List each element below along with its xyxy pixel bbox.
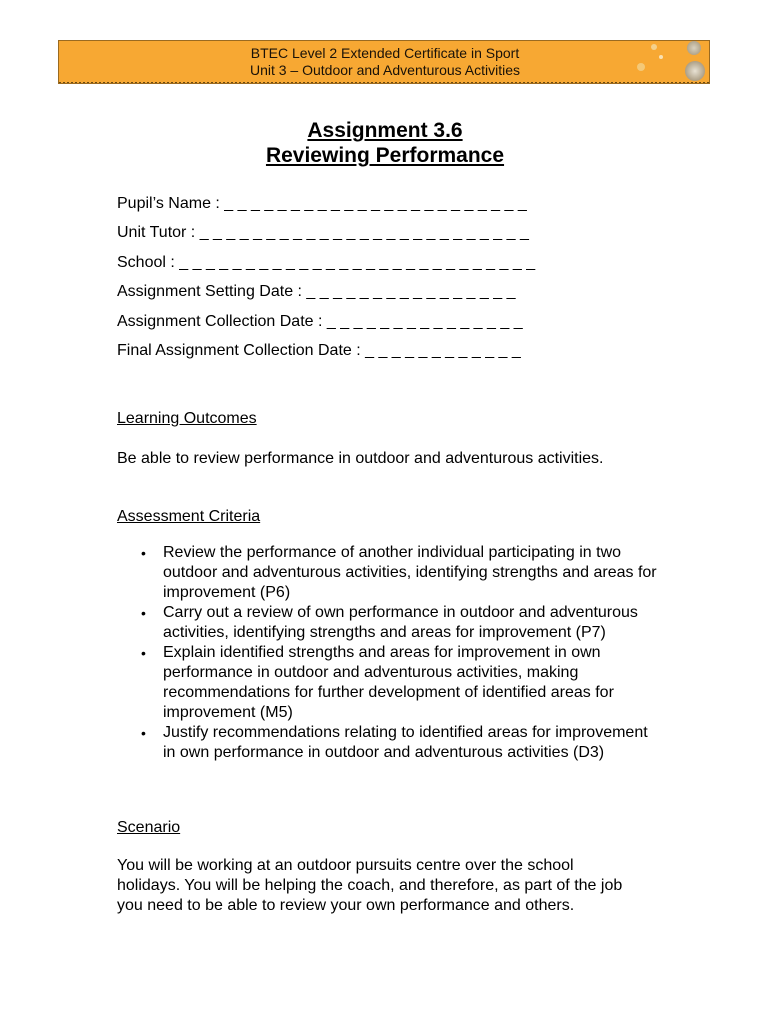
decorative-dot-icon [659,55,663,59]
criteria-item-p7 [141,603,663,643]
pupil-name-field[interactable]: Pupil’s Name : _ _ _ _ _ _ _ _ _ _ _ _ _ _ _ _ _ _ _ _ _ _ _ [117,195,527,212]
bullet-icon: • [141,545,146,561]
bullet-icon: • [141,605,146,621]
learning-outcomes-text: Be able to review performance in outdoor and adventurous activities. [117,450,604,467]
header-course-title: BTEC Level 2 Extended Certificate in Sport [250,45,520,61]
criteria-item-text: Carry out a review of own performance in outdoor and adventurous activities, identifying strengths and areas for improvement (P7) [163,604,638,641]
assignment-name-title: Reviewing Performance [265,144,505,167]
scenario-heading: Scenario [117,819,181,836]
final-collection-date-field[interactable]: Final Assignment Collection Date : _ _ _ _ _ _ _ _ _ _ _ _ [117,342,521,359]
school-field[interactable]: School : _ _ _ _ _ _ _ _ _ _ _ _ _ _ _ _ _ _ _ _ _ _ _ _ _ _ _ [117,254,536,271]
learning-outcomes-heading: Learning Outcomes [117,410,257,427]
bullet-icon: • [141,645,146,661]
assessment-criteria-list [141,543,663,763]
criteria-item-d3 [141,723,663,763]
assignment-number-title: Assignment 3.6 [307,119,463,142]
decorative-dot-icon [637,63,645,71]
decorative-circle-icon [687,41,701,55]
unit-tutor-field[interactable]: Unit Tutor : _ _ _ _ _ _ _ _ _ _ _ _ _ _ _ _ _ _ _ _ _ _ _ _ _ [117,224,529,241]
setting-date-field[interactable]: Assignment Setting Date : _ _ _ _ _ _ _ _ _ _ _ _ _ _ _ _ [117,283,516,300]
collection-date-field[interactable]: Assignment Collection Date : _ _ _ _ _ _ _ _ _ _ _ _ _ _ _ [117,313,523,330]
bullet-icon: • [141,725,146,741]
criteria-item-m5 [141,643,663,723]
scenario-text: You will be working at an outdoor pursuits centre over the school holidays. You will be helping the coach, and therefore, as part of the job you need to be able to review your own performance and others. [117,857,623,914]
decorative-dot-icon [651,44,657,50]
criteria-item-text: Review the performance of another individual participating in two outdoor and adventurous activities, identifying strengths and areas for improvement (P6) [163,544,657,601]
criteria-item-text: Explain identified strengths and areas for improvement in own performance in outdoor and adventurous activities, making recommendations for further development of identified areas for improvement (M5) [163,644,614,721]
criteria-item-p6 [141,543,663,603]
assessment-criteria-heading: Assessment Criteria [117,508,261,525]
decorative-circle-icon [685,61,705,81]
criteria-item-text: Justify recommendations relating to identified areas for improvement in own performance in outdoor and adventurous activities (D3) [163,724,648,761]
document-header-band [58,40,710,84]
header-unit-title: Unit 3 – Outdoor and Adventurous Activities [249,62,521,78]
